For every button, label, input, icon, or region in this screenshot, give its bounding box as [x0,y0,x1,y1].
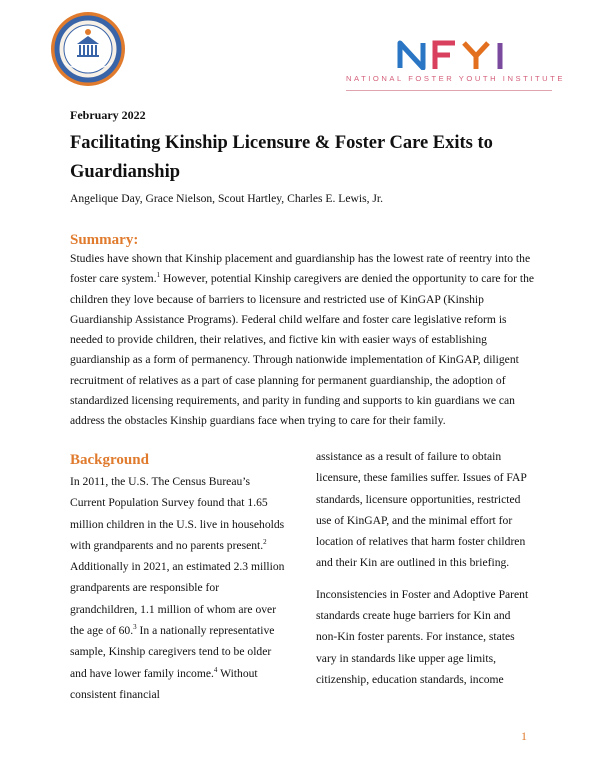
nfyi-logo [346,40,565,83]
footnote-ref-4: 4 [213,665,218,674]
background-heading: Background [70,452,149,468]
logo-letter-i [495,40,505,70]
author-list: Angelique Day, Grace Nielson, Scout Hartley, Charles E. Lewis, Jr. [70,192,384,205]
summary-heading: Summary: [70,232,139,248]
logo-letter-y [461,40,491,70]
footnote-ref-1: 1 [156,271,161,280]
background-right-column [316,446,534,690]
logo-letter-n [397,40,427,70]
document-title: Facilitating Kinship Licensure & Foster Care Exits to Guardianship [70,133,493,182]
background-left-text-3: In a nationally representative sample, Kinship caregivers tend to be older and have lower family income. [70,624,275,680]
header-divider [346,90,552,91]
logo-letter-f [431,40,457,70]
footnote-ref-2: 2 [263,537,267,546]
logo-tagline: NATIONAL FOSTER YOUTH INSTITUTE [346,74,565,83]
background-right-paragraph-1: assistance as a result of failure to obtain licensure, these families suffer. Issues of FAP standards, licensure opportunities, restricted use of KinGAP, and the minimal effort for location of relatives that harm foster children and their Kin are outlined in this briefing. [316,450,527,570]
university-seal-logo [50,11,126,87]
background-left-column [70,471,288,705]
background-right-paragraph-2: Inconsistencies in Foster and Adoptive Parent standards create huge barriers for Kin and non-Kin foster parents. For instance, states vary in standards like upper age limits, citizenship, education standards, income [316,587,529,686]
background-left-text-1: In 2011, the U.S. The Census Bureau’s Current Population Survey found that 1.65 million children in the U.S. live in households with grandparents and no parents present. [70,475,285,552]
summary-text-1: Studies have shown that Kinship placement and guardianship has the lowest rate of reentry into the foster care system. [70,252,531,286]
summary-paragraph [70,249,538,432]
publication-date: February 2022 [70,108,146,122]
background-left-text-4: Without consistent financial [70,666,258,701]
footnote-ref-3: 3 [133,623,137,632]
nfyi-logo-mark [346,40,556,70]
page-number: 1 [521,729,527,743]
summary-text-2: However, potential Kinship caregivers are denied the opportunity to care for the children they love because of barriers to licensure and restricted use of KinGAP (Kinship Guardianship Assistance Programs). Federal child welfare and foster care legislative reform is needed to provide children, their relatives, and fictive kin with easier ways of establishing guardianship as a form of permanency. Through nationwide implementation of KinGAP, diligent recruitment of relatives as a part of case planning for permanent guardianship, the adoption of standardized licensing requirements, and parity in funding and supports to kin guardians we can address the obstacles Kinship guardians face when trying to care for their family. [70,272,535,428]
background-left-text-2: Additionally in 2021, an estimated 2.3 million grandparents are responsible for grandchildren, 1.1 million of whom are over the age of 60. [70,560,285,638]
